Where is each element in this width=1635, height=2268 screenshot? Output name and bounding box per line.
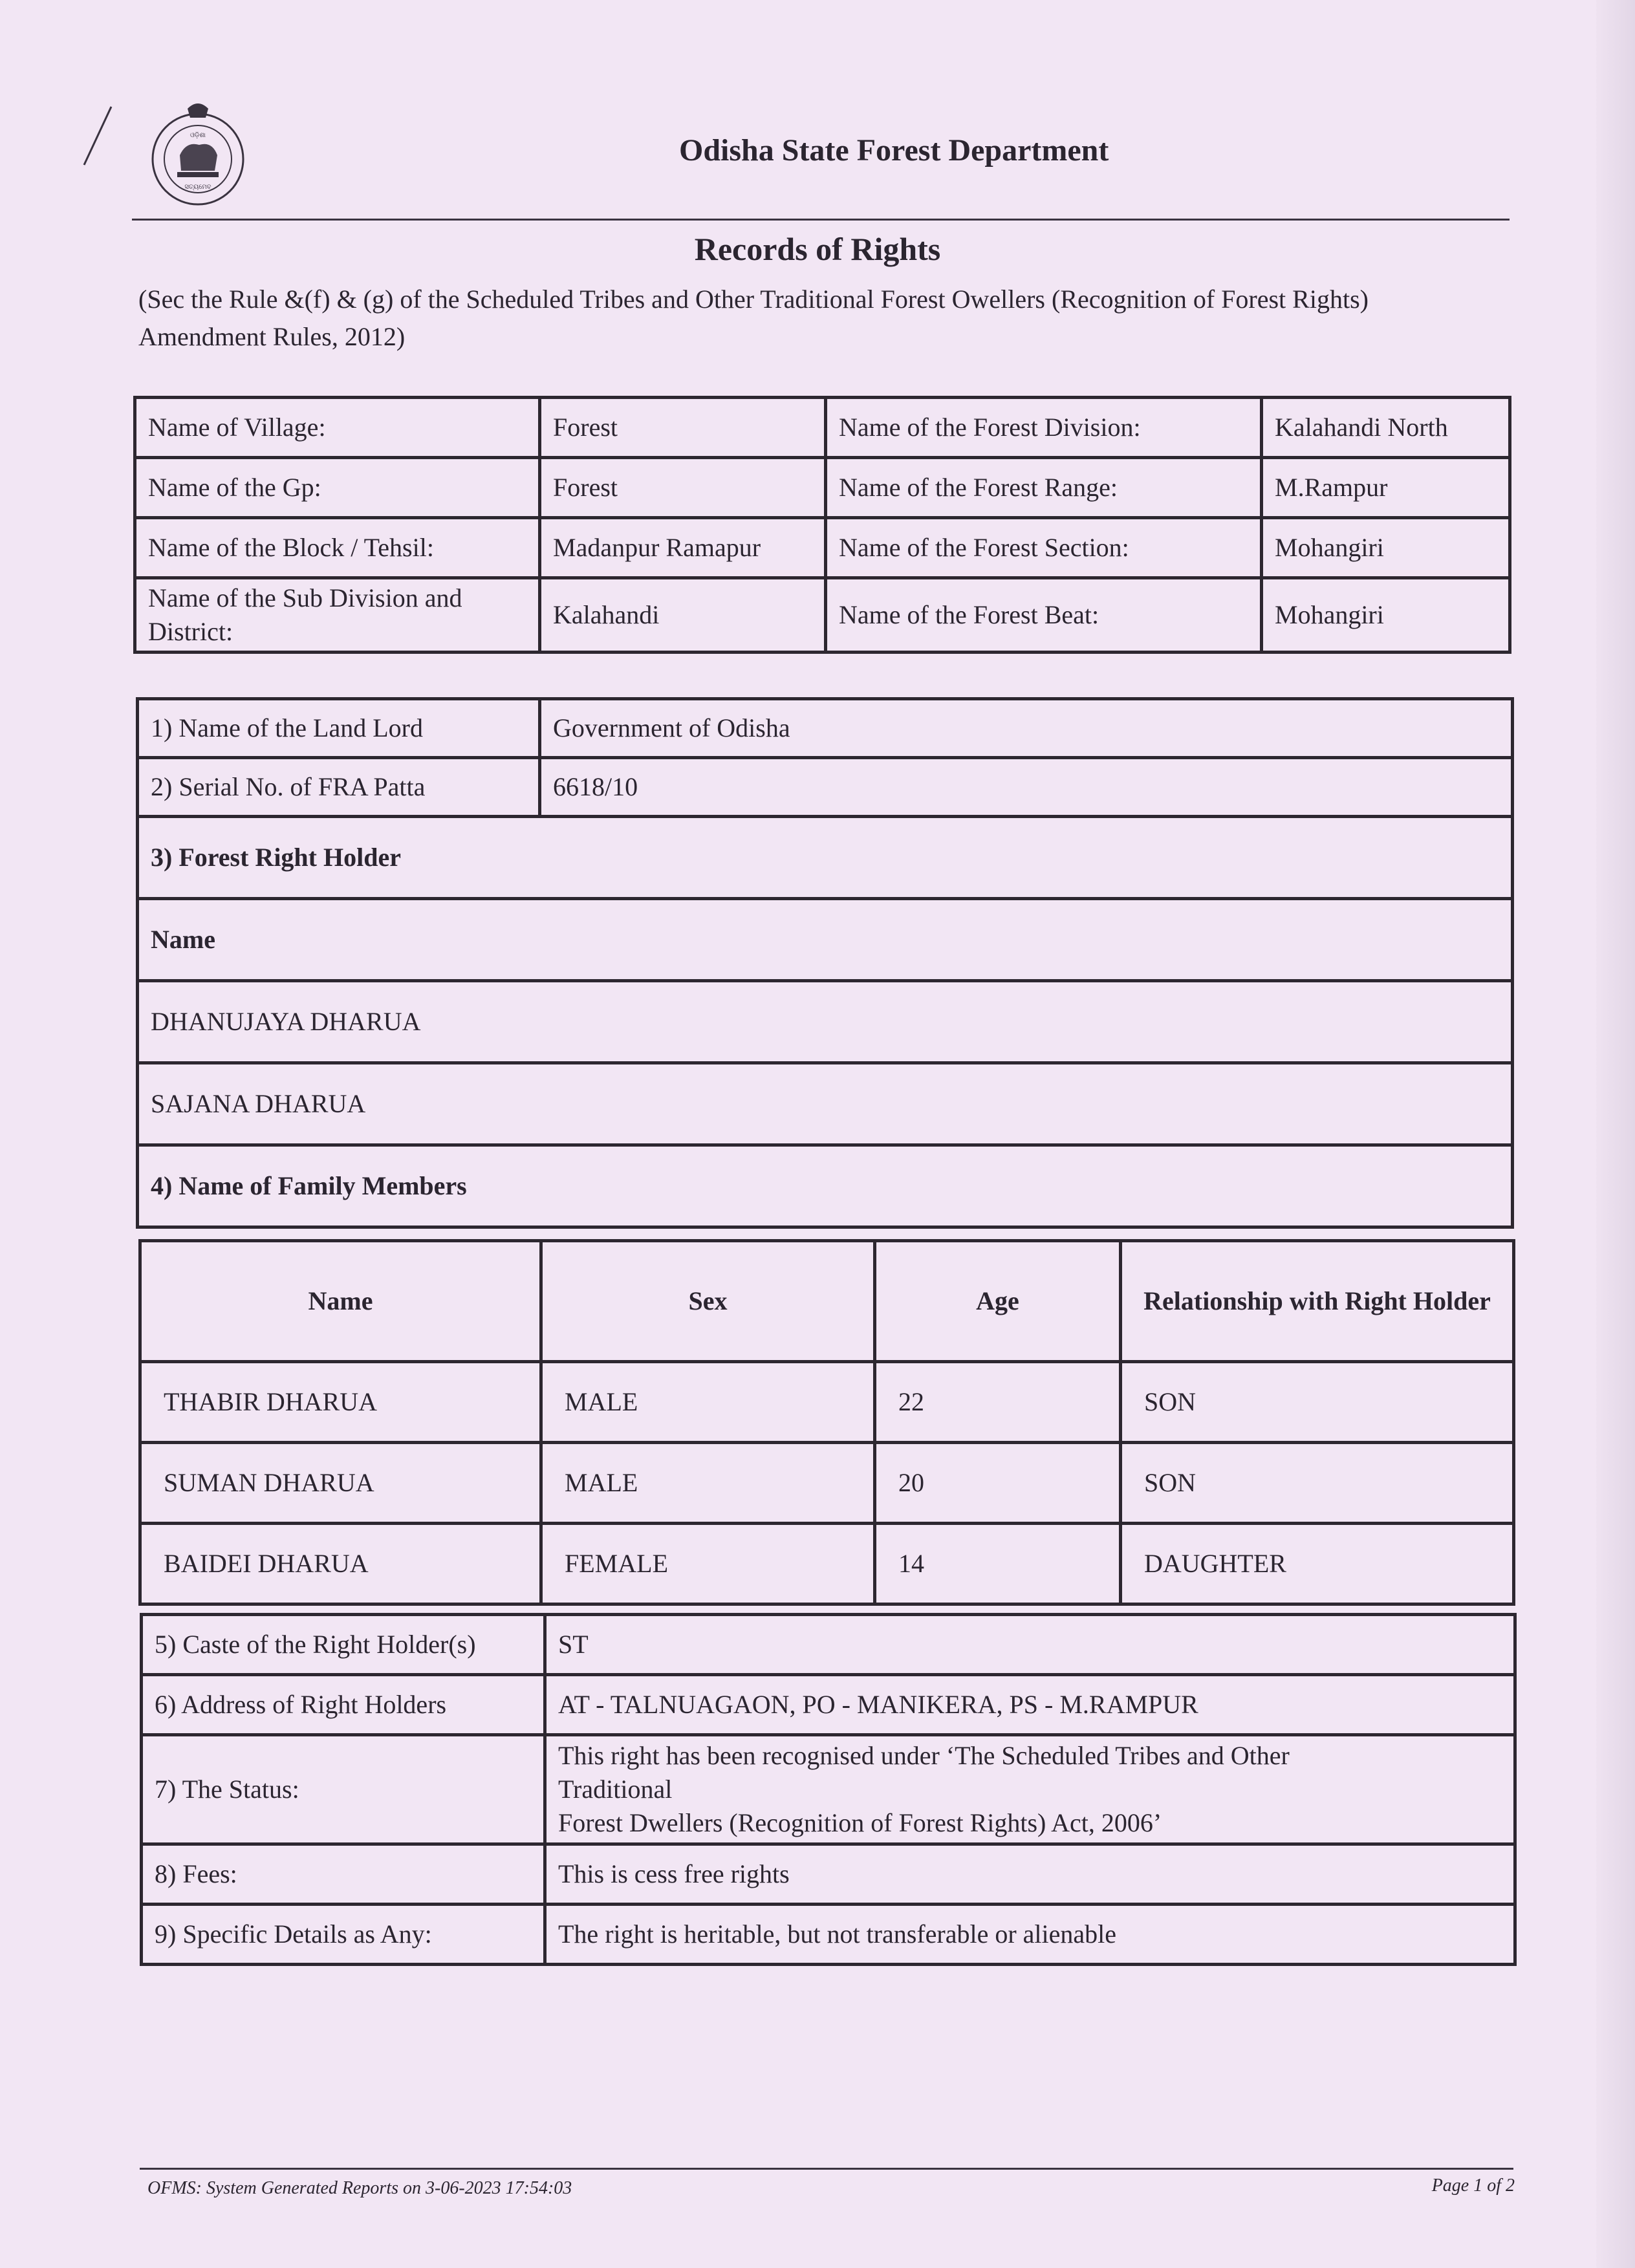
status-value: [545, 1735, 1515, 1844]
caste-value: ST: [545, 1615, 1515, 1675]
record-table: [136, 697, 1514, 1229]
member-sex: MALE: [541, 1362, 875, 1443]
holder-name: SAJANA DHARUA: [138, 1063, 1513, 1145]
block-label: Name of the Block / Tehsil:: [135, 518, 540, 578]
table-row: [140, 1524, 1514, 1604]
odisha-emblem-icon: [147, 96, 248, 210]
page-number: Page 1 of 2: [1431, 2176, 1515, 2196]
forest-division-label: Name of the Forest Division:: [826, 398, 1262, 458]
land-lord-label: 1) Name of the Land Lord: [138, 699, 540, 758]
member-relationship: SON: [1121, 1443, 1514, 1524]
member-name: THABIR DHARUA: [140, 1362, 541, 1443]
member-age: 20: [875, 1443, 1121, 1524]
member-sex: MALE: [541, 1443, 875, 1524]
forest-range-value: M.Rampur: [1262, 458, 1510, 518]
forest-division-value: Kalahandi North: [1262, 398, 1510, 458]
forest-beat-value: Mohangiri: [1262, 578, 1510, 653]
table-row: [140, 1443, 1514, 1524]
table-row: [138, 699, 1513, 758]
table-row: [138, 1145, 1513, 1227]
table-row: [138, 981, 1513, 1063]
status-line: Forest Dwellers (Recognition of Forest Rights) Act, 2006’: [558, 1808, 1162, 1837]
status-line: This right has been recognised under ‘The Scheduled Tribes and Other: [558, 1741, 1290, 1770]
table-row: [138, 1063, 1513, 1145]
serial-label: 2) Serial No. of FRA Patta: [138, 758, 540, 817]
table-row: [135, 398, 1510, 458]
village-value: Forest: [540, 398, 826, 458]
col-header-name: Name: [140, 1241, 541, 1362]
department-title: Odisha State Forest Department: [679, 133, 1109, 167]
pen-mark: [79, 103, 118, 168]
fees-value: This is cess free rights: [545, 1844, 1515, 1905]
table-row: [142, 1735, 1515, 1844]
holder-name: DHANUJAYA DHARUA: [138, 981, 1513, 1063]
sub-division-label: Name of the Sub Division and District:: [135, 578, 540, 653]
family-heading: 4) Name of Family Members: [138, 1145, 1513, 1227]
generated-timestamp: OFMS: System Generated Reports on 3-06-2023 17:54:03: [147, 2178, 572, 2198]
location-table: [133, 396, 1511, 654]
member-relationship: DAUGHTER: [1121, 1524, 1514, 1604]
table-row: [138, 899, 1513, 981]
rule-note: (Sec the Rule &(f) & (g) of the Scheduled Tribes and Other Traditional Forest Owellers (Recognition of Forest Rights) Amendment Rules, 2012): [138, 285, 1369, 351]
member-relationship: SON: [1121, 1362, 1514, 1443]
details-table: [140, 1613, 1517, 1966]
forest-section-value: Mohangiri: [1262, 518, 1510, 578]
forest-range-label: Name of the Forest Range:: [826, 458, 1262, 518]
member-age: 22: [875, 1362, 1121, 1443]
status-line: Traditional: [558, 1775, 673, 1804]
land-lord-value: Government of Odisha: [540, 699, 1513, 758]
address-label: 6) Address of Right Holders: [142, 1675, 545, 1735]
sub-division-value: Kalahandi: [540, 578, 826, 653]
table-row: [140, 1362, 1514, 1443]
address-value: AT - TALNUAGAON, PO - MANIKERA, PS - M.RAMPUR: [545, 1675, 1515, 1735]
table-row: [142, 1844, 1515, 1905]
fees-label: 8) Fees:: [142, 1844, 545, 1905]
scan-edge-shadow: [1596, 0, 1635, 2268]
table-row: [138, 817, 1513, 899]
gp-label: Name of the Gp:: [135, 458, 540, 518]
svg-text:ସତ୍ୟମେବ: ସତ୍ୟମେବ: [184, 184, 211, 191]
col-header-sex: Sex: [541, 1241, 875, 1362]
table-row: [135, 518, 1510, 578]
village-label: Name of Village:: [135, 398, 540, 458]
member-sex: FEMALE: [541, 1524, 875, 1604]
header-divider: [132, 219, 1510, 221]
col-header-relationship: Relationship with Right Holder: [1121, 1241, 1514, 1362]
forest-section-label: Name of the Forest Section:: [826, 518, 1262, 578]
specific-details-label: 9) Specific Details as Any:: [142, 1905, 545, 1965]
svg-text:ଓଡ଼ିଶା: ଓଡ଼ିଶା: [189, 132, 206, 139]
table-row: [142, 1675, 1515, 1735]
footer-divider: [140, 2168, 1513, 2170]
gp-value: Forest: [540, 458, 826, 518]
table-row: [135, 578, 1510, 653]
member-name: BAIDEI DHARUA: [140, 1524, 541, 1604]
member-name: SUMAN DHARUA: [140, 1443, 541, 1524]
col-header-age: Age: [875, 1241, 1121, 1362]
block-value: Madanpur Ramapur: [540, 518, 826, 578]
status-label: 7) The Status:: [142, 1735, 545, 1844]
table-row: [142, 1615, 1515, 1675]
member-age: 14: [875, 1524, 1121, 1604]
page-title: Records of Rights: [694, 231, 941, 267]
table-row: [142, 1905, 1515, 1965]
table-header-row: [140, 1241, 1514, 1362]
table-row: [135, 458, 1510, 518]
holder-name-header: Name: [138, 899, 1513, 981]
serial-value: 6618/10: [540, 758, 1513, 817]
forest-beat-label: Name of the Forest Beat:: [826, 578, 1262, 653]
caste-label: 5) Caste of the Right Holder(s): [142, 1615, 545, 1675]
table-row: [138, 758, 1513, 817]
family-table: [138, 1239, 1515, 1606]
specific-details-value: The right is heritable, but not transferable or alienable: [545, 1905, 1515, 1965]
holder-heading: 3) Forest Right Holder: [138, 817, 1513, 899]
